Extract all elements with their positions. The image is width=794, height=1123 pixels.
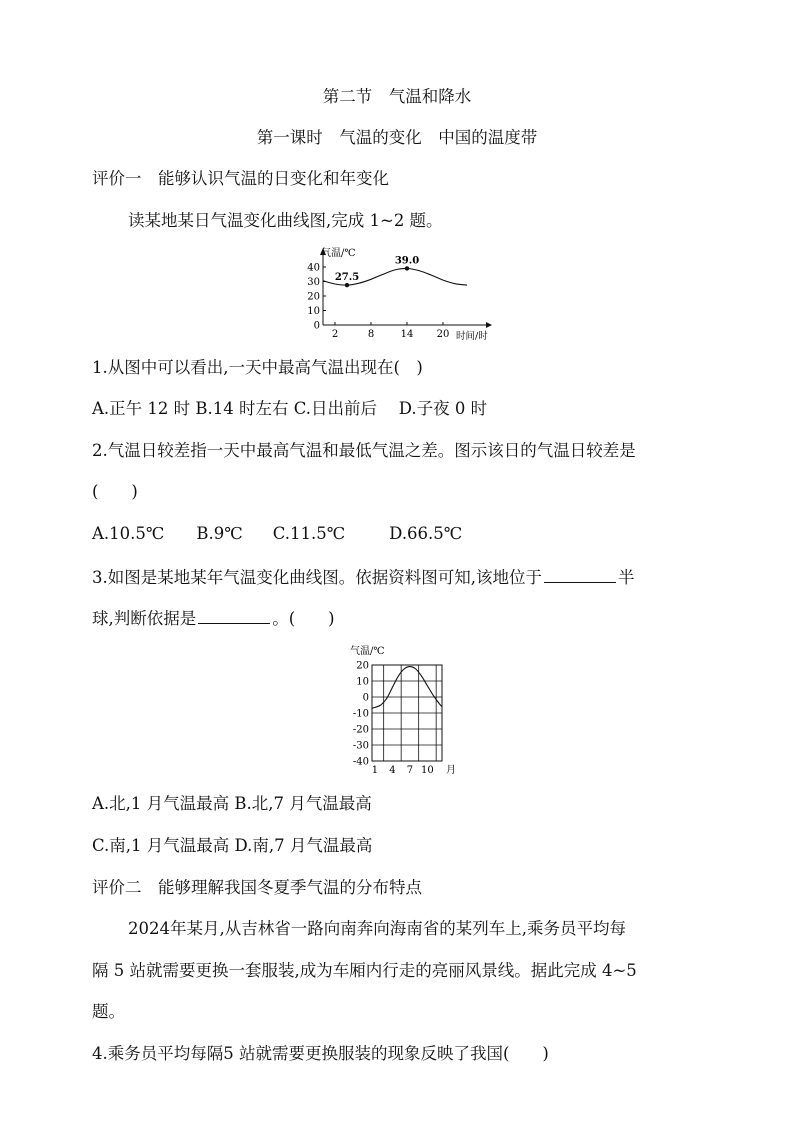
question-2-line-1: 2.气温日较差指一天中最高气温和最低气温之差。图示该日的气温日较差是 — [92, 441, 636, 460]
option-c: C.11.5℃ — [272, 524, 346, 543]
x-tick-label: 10 — [421, 765, 434, 776]
passage-line-1: 2024年某月,从吉林省一路向南奔向海南省的某列车上,乘务员平均每 — [128, 919, 626, 938]
y-tick-label: 10 — [356, 676, 369, 688]
temperature-curve — [372, 667, 442, 709]
question-1: 1.从图中可以看出,一天中最高气温出现在( ) — [92, 358, 423, 377]
x-axis-label: 时间/时 — [456, 331, 488, 342]
passage-line-3: 题。 — [92, 1002, 125, 1021]
y-tick-label: 0 — [313, 320, 320, 332]
y-tick-label: 40 — [307, 262, 320, 274]
x-tick-label: 4 — [389, 765, 396, 776]
x-axis-arrow — [486, 322, 492, 328]
passage-line-2: 隔 5 站就需要更换一套服装,成为车厢内行走的亮丽风景线。据此完成 4~5 — [92, 961, 637, 980]
chart1-labels — [321, 247, 488, 342]
option-b: B.9℃ — [196, 524, 243, 543]
option-a: A.10.5℃ — [92, 524, 165, 543]
question-2-options — [92, 523, 462, 545]
x-tick-label: 1 — [371, 765, 379, 776]
question-3-text-a: 3.如图是某地某年气温变化曲线图。依据资料图可知,该地位于 — [92, 568, 542, 587]
x-tick-label: 20 — [436, 329, 450, 340]
y-tick-label: -10 — [352, 708, 369, 720]
question-3-line-2 — [92, 607, 335, 630]
question-3-options-2: C.南,1 月气温最高 D.南,7 月气温最高 — [92, 836, 373, 855]
x-tick-label: 2 — [331, 329, 339, 340]
answer-blank-1[interactable] — [544, 566, 616, 583]
x-tick-label: 8 — [367, 329, 375, 340]
x-tick-label: 14 — [400, 329, 414, 340]
question-3-text-c: 球,判断依据是 — [92, 609, 197, 628]
x-tick-label: 7 — [406, 765, 414, 776]
question-intro-1: 读某地某日气温变化曲线图,完成 1~2 题。 — [128, 211, 443, 230]
x-axis-label: 月 — [446, 765, 456, 776]
y-tick-label: 30 — [307, 277, 320, 288]
y-tick-label: -40 — [352, 756, 369, 768]
question-4: 4.乘务员平均每隔5 站就需要更换服装的现象反映了我国( ) — [92, 1044, 549, 1063]
data-point — [345, 283, 349, 287]
annual-temperature-chart — [338, 642, 458, 778]
y-tick-label: 0 — [362, 692, 369, 704]
daily-temperature-chart — [300, 243, 500, 343]
question-3-options-1: A.北,1 月气温最高 B.北,7 月气温最高 — [92, 794, 372, 813]
data-label: 27.5 — [334, 272, 360, 284]
question-3-line-1 — [92, 566, 635, 589]
y-tick-label: -30 — [352, 740, 369, 752]
answer-blank-2[interactable] — [198, 607, 270, 624]
y-tick-label: -20 — [352, 724, 369, 736]
y-axis-label: 气温/℃ — [321, 248, 356, 259]
page-title: 第二节 气温和降水 — [322, 87, 472, 106]
y-tick-label: 10 — [307, 306, 320, 317]
data-label: 39.0 — [394, 255, 420, 267]
chart2-grid — [372, 665, 442, 761]
y-tick-label: 20 — [356, 660, 369, 672]
question-2-line-2: ( ) — [92, 482, 138, 501]
section-heading-2: 评价二 能够理解我国冬夏季气温的分布特点 — [92, 878, 422, 897]
data-point — [405, 266, 409, 270]
page-subtitle: 第一课时 气温的变化 中国的温度带 — [256, 128, 538, 147]
y-tick-label: 20 — [307, 291, 320, 303]
option-d: D.66.5℃ — [389, 524, 463, 543]
y-axis-label: 气温/℃ — [350, 646, 385, 657]
question-1-options: A.正午 12 时 B.14 时左右 C.日出前后 D.子夜 0 时 — [92, 399, 488, 418]
section-heading-1: 评价一 能够认识气温的日变化和年变化 — [92, 169, 389, 188]
chart2-series — [372, 667, 442, 709]
question-3-text-b: 半 — [618, 568, 635, 587]
question-3-text-d: 。( ) — [272, 609, 335, 628]
